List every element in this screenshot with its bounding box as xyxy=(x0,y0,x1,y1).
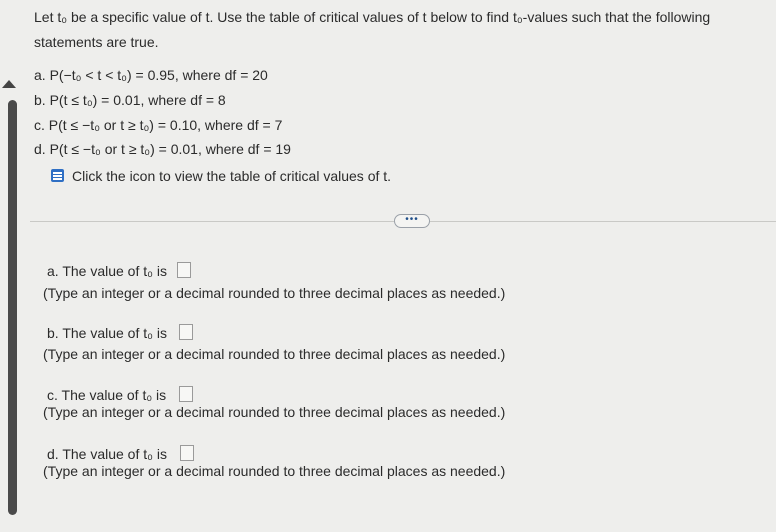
answer-b-prompt: b. The value of t₀ is xyxy=(47,325,167,341)
scrollbar[interactable] xyxy=(8,100,17,515)
answer-c-input[interactable] xyxy=(179,386,193,402)
statement-letter: b. xyxy=(34,92,46,108)
table-icon[interactable] xyxy=(51,169,64,182)
answer-a-prompt: a. The value of t₀ is xyxy=(47,263,167,279)
answer-d-hint: (Type an integer or a decimal rounded to three decimal places as needed.) xyxy=(43,463,506,479)
statement-c xyxy=(34,117,282,133)
statement-condition: , where df = 20 xyxy=(174,67,268,83)
statement-letter: d. xyxy=(34,141,46,157)
intro-line-1: Let t₀ be a specific value of t. Use the table of critical values of t below to find t₀-values such that the following xyxy=(34,9,711,25)
statement-letter: a. xyxy=(34,67,46,83)
answer-a-input[interactable] xyxy=(177,262,191,278)
statement-a xyxy=(34,67,268,83)
answer-d-input[interactable] xyxy=(180,445,194,461)
answer-d-prompt: d. The value of t₀ is xyxy=(47,446,167,462)
statement-expression: P(t ≤ −t₀ or t ≥ t₀) = 0.10 xyxy=(48,117,198,133)
intro-line-2: statements are true. xyxy=(34,34,159,50)
more-options-button[interactable]: ••• xyxy=(394,214,430,228)
answer-b-input[interactable] xyxy=(179,324,193,340)
statement-condition: , where df = 19 xyxy=(197,141,291,157)
answer-b-hint: (Type an integer or a decimal rounded to three decimal places as needed.) xyxy=(43,346,506,362)
answer-a-hint: (Type an integer or a decimal rounded to three decimal places as needed.) xyxy=(43,285,506,301)
statement-condition: , where df = 8 xyxy=(140,92,226,108)
divider-right xyxy=(430,221,776,222)
divider-left xyxy=(30,221,394,222)
statement-expression: P(t ≤ t₀) = 0.01 xyxy=(49,92,141,108)
statement-d xyxy=(34,141,291,157)
statement-condition: , where df = 7 xyxy=(197,117,283,133)
scroll-up-arrow-icon[interactable] xyxy=(2,80,16,88)
table-link-text[interactable]: Click the icon to view the table of critical values of t. xyxy=(72,168,392,184)
answer-c-prompt: c. The value of t₀ is xyxy=(47,387,167,403)
statement-b xyxy=(34,92,226,108)
statement-expression: P(t ≤ −t₀ or t ≥ t₀) = 0.01 xyxy=(49,141,198,157)
statement-expression: P(−t₀ < t < t₀) = 0.95 xyxy=(49,67,175,83)
statement-letter: c. xyxy=(34,117,45,133)
answer-c-hint: (Type an integer or a decimal rounded to three decimal places as needed.) xyxy=(43,404,506,420)
